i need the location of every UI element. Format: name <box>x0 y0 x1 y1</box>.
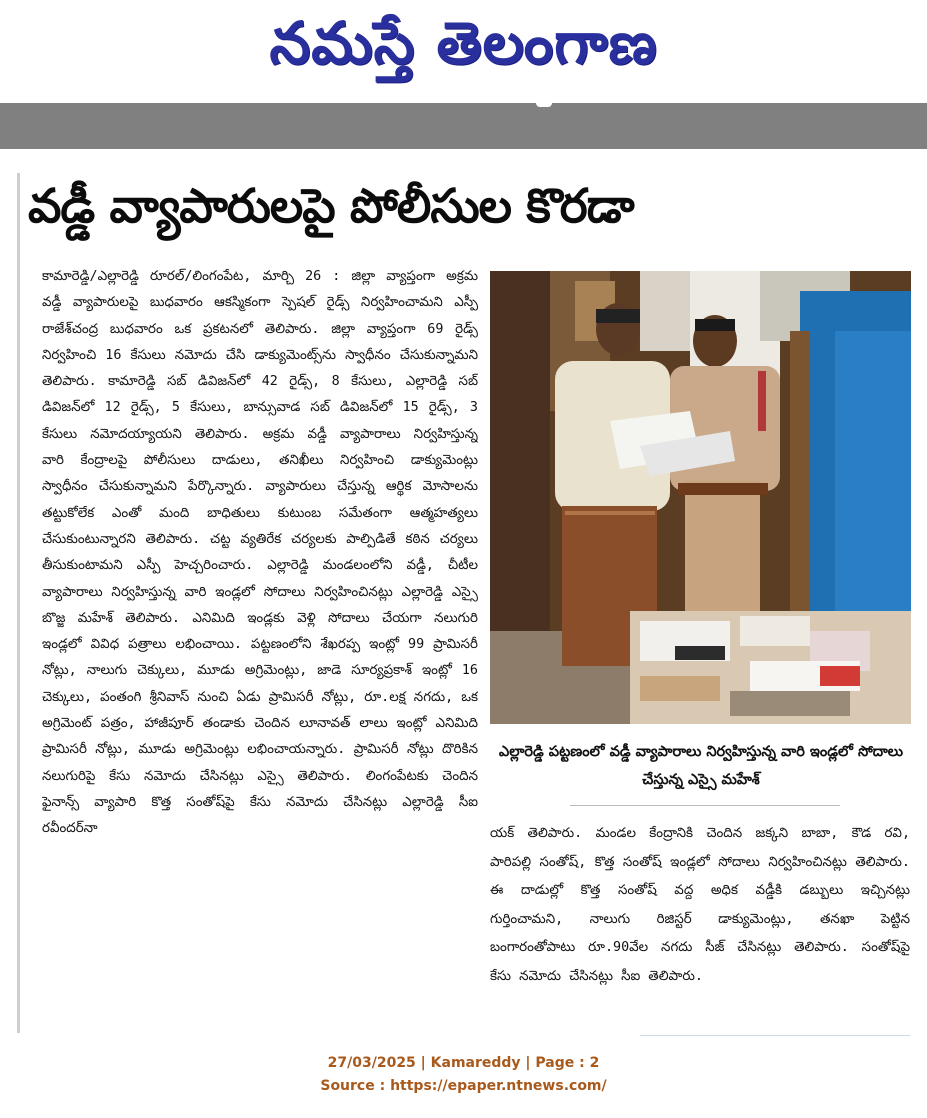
article-paragraph: కామారెడ్డి/ఎల్లారెడ్డి రూరల్/లింగంపేట, మార్చి 26 : జిల్లా వ్యాప్తంగా అక్రమ వడ్డీ వ్యాపారులపై బుధవారం ఆకస్మికంగా స్పెషల్ రైడ్స్ నిర్వహించామని ఎస్పీ రాజేశ్‌చంద్ర బుధవారం ఒక ప్రకటనలో తెలిపారు. జిల్లా వ్యాప్తంగా 69 రైడ్స్ నిర్వహించి 16 కేసులు నమోదు చేసి డాక్యుమెంట్స్‌ను స్వాధీనం చేసుకున్నామని తెలిపారు. కామారెడ్డి సబ్ డివిజన్‌లో 42 రైడ్స్, 8 కేసులు, ఎల్లారెడ్డి సబ్ డివిజన్‌లో 12 రైడ్స్, 5 కేసులు, బాన్సువాడ సబ్ డివిజన్‌లో 15 రైడ్స్, 3 కేసులు నమోదయ్యాయని తెలిపారు. అక్రమ వడ్డీ వ్యాపారాలు నిర్వహిస్తున్న వారి కేంద్రాలపై పోలీసులు దాడులు, తనిఖీలు నిర్వహించి డాక్యుమెంట్లు స్వాధీనం చేసుకున్నామని పేర్కొన్నారు. వ్యాపారులు చేస్తున్న ఆర్థిక మోసాలను తట్టుకోలేక ఎంతో మంది బాధితులు కుటుంబ సమేతంగా ఆత్మహత్యలు చేసుకుంటున్నారని తెలిపారు. చట్ట వ్యతిరేక చర్యలకు పాల్పిడితే కఠిన చర్యలు తీసుకుంటామని ఎస్పీ హెచ్చరించారు. ఎల్లారెడ్డి మండలంలోని వడ్డీ, చీటీల వ్యాపారాలు నిర్వహిస్తున్న వారి ఇండ్లలో సోదాలు నిర్వహించినట్లు ఎల్లారెడ్డి ఎస్సై బొజ్జ మహేశ్ తెలిపారు. ఎనిమిది ఇండ్లకు వెళ్లి సోదాలు చేయగా నలుగురి ఇండ్లలో వివిధ పత్రాలు లభించాయి. పట్టణంలోని శేఖరప్ప ఇంట్లో 99 ప్రామిసరీ నోట్లు, నాలుగు చెక్కులు, మూడు అగ్రిమెంట్లు, జాడె సూర్యప్రకాశ్ ఇంట్లో 16 చెక్కులు, పంతంగి శ్రీనివాస్ నుంచి ఏడు ప్రామిసరీ నోట్లు, రూ.లక్ష నగదు, ఒక అగ్రిమెంట్ పత్రం, హాజీపూర్ తండాకు చెందిన లూనావత్ లాలు ఇంట్లో ఎనిమిది ప్రామిసరీ నోట్లు, మూడు అగ్రిమెంట్లు లభించాయన్నారు. ప్రామిసరీ నోట్లు దొరికిన నలుగురిపై కేసు నమోదు చేసినట్లు ఎస్సై తెలిపారు. లింగంపేటకు చెందిన ఫైనాన్స్ వ్యాపారి కొత్త సంతోష్‌పై కేసు నమోదు చేసినట్లు ఎల్లారెడ్డి సీఐ రవీందర్‌నా <box>42 269 478 837</box>
article-paragraph-continued: యక్ తెలిపారు. మండల కేంద్రానికి చెందిన జక్కని బాబా, కౌడ రవి, పారిపల్లి సంతోష్, కొత్త సంతోష్ ఇండ్లలో సోదాలు నిర్వహించినట్లు తెలిపారు. ఈ దాడుల్లో కొత్త సంతోష్ వద్ద అధిక వడ్డీకి డబ్బులు ఇచ్చినట్లు గుర్తించామని, నాలుగు రిజిస్టర్ డాక్యుమెంట్లు, తనఖా పెట్టిన బంగారంతోపాటు రూ.90వేల నగదు సీజ్ చేసినట్లు తెలిపారు. సంతోష్‌పై కేసు నమోదు చేసినట్లు సీఐ తెలిపారు. <box>490 826 910 984</box>
footer-source-link[interactable]: Source : https://epaper.ntnews.com/ <box>320 1078 607 1094</box>
photo-caption: ఎల్లారెడ్డి పట్టణంలో వడ్డీ వ్యాపారాలు నిర్వహిస్తున్న వారి ఇండ్లలో సోదాలు చేస్తున్న ఎస్సై మహేశ్ <box>498 744 904 788</box>
caption-divider <box>570 805 840 806</box>
article-body-left-column <box>42 264 478 1024</box>
column-divider-left <box>17 173 20 1033</box>
header-notch <box>536 103 552 107</box>
article-body-right-column <box>490 820 910 1020</box>
masthead <box>0 0 927 100</box>
article-headline: వడ్డీ వ్యాపారులపై పోలీసుల కొరడా <box>28 179 634 234</box>
header-band <box>0 103 927 149</box>
page-footer <box>0 1052 927 1098</box>
news-photo <box>490 271 911 724</box>
footer-date-edition: 27/03/2025 | Kamareddy | Page : 2 <box>327 1055 600 1071</box>
newspaper-logo: నమస్తే తెలంగాణ <box>269 8 658 77</box>
bottom-divider <box>640 1035 910 1036</box>
photo-illustration <box>490 271 911 724</box>
